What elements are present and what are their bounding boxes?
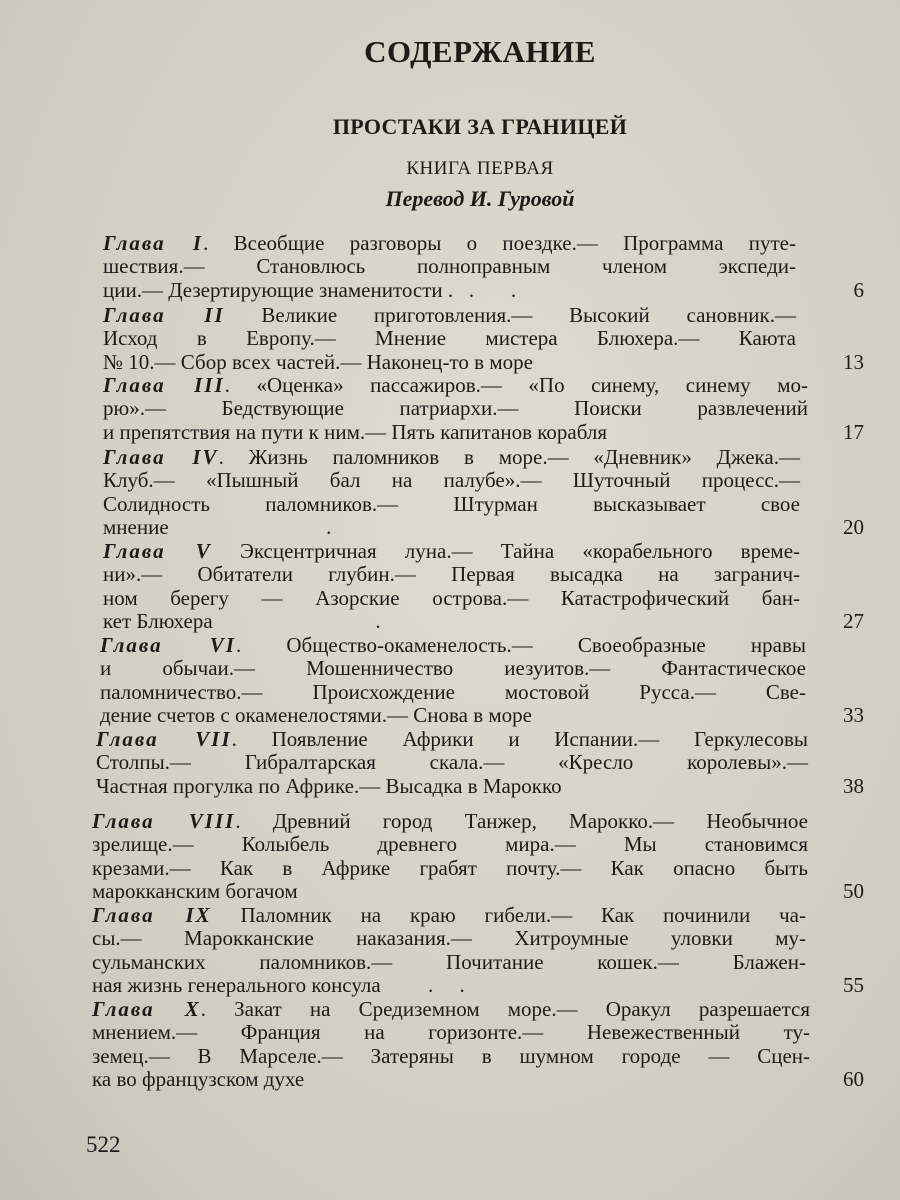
toc-page-number: 50 bbox=[843, 878, 864, 903]
chapter-number: Глава IX bbox=[92, 903, 212, 927]
toc-line bbox=[103, 516, 800, 539]
toc-text: мнением.— Франция на горизонте.— Невежественный ту- bbox=[92, 1020, 810, 1045]
chapter-number: Глава III bbox=[103, 373, 225, 397]
toc-line bbox=[103, 446, 800, 469]
chapter-number: Глава IV bbox=[103, 445, 219, 469]
toc-text: ции.— Дезертирующие знаменитости . . . bbox=[103, 277, 517, 302]
toc-entry bbox=[103, 374, 808, 444]
toc-entry bbox=[92, 998, 810, 1091]
toc-entry bbox=[92, 810, 808, 903]
toc-line bbox=[103, 563, 800, 586]
page-title: СОДЕРЖАНИЕ bbox=[364, 34, 596, 69]
chapter-number: Глава I bbox=[103, 231, 204, 255]
chapter-number: Глава VIII bbox=[92, 809, 236, 833]
toc-text: кет Блюхера . bbox=[103, 608, 381, 633]
toc-text: и обычаи.— Мошенничество иезуитов.— Фантастическое bbox=[100, 656, 806, 681]
toc-text: зрелище.— Колыбель древнего мира.— Мы становимся bbox=[92, 832, 808, 857]
toc-text: сы.— Марокканские наказания.— Хитроумные уловки му- bbox=[92, 926, 806, 951]
toc-line bbox=[96, 751, 808, 774]
toc-text: Клуб.— «Пышный бал на палубе».— Шуточный процесс.— bbox=[103, 468, 800, 493]
toc-text: . Общество-окаменелость.— Своеобразные нравы bbox=[235, 633, 806, 657]
chapter-number: Глава VII bbox=[96, 727, 232, 751]
toc-page-number: 17 bbox=[843, 419, 864, 444]
toc-entry bbox=[103, 304, 796, 374]
toc-text: № 10.— Сбор всех частей.— Наконец-то в море bbox=[103, 349, 533, 374]
toc-text: ная жизнь генерального консула . . bbox=[92, 972, 465, 997]
toc-page-number: 13 bbox=[843, 349, 864, 374]
toc-page-number: 38 bbox=[843, 773, 864, 798]
toc-text: и препятствия на пути к ним.— Пять капитанов корабля bbox=[103, 419, 608, 444]
chapter-number: Глава II bbox=[103, 303, 225, 327]
toc-entry bbox=[96, 728, 808, 798]
toc-text: шествия.— Становлюсь полноправным членом экспеди- bbox=[103, 254, 796, 279]
toc-line bbox=[103, 587, 800, 610]
toc-text: . «Оценка» пассажиров.— «По синему, синему мо- bbox=[224, 373, 808, 397]
toc-entry bbox=[103, 446, 800, 539]
toc-text: . Появление Африки и Испании.— Геркулесовы bbox=[231, 727, 808, 751]
chapter-number: Глава VI bbox=[100, 633, 236, 657]
page-number: 522 bbox=[86, 1132, 121, 1157]
toc-line bbox=[103, 397, 808, 420]
toc-page-number: 55 bbox=[843, 972, 864, 997]
toc-text: Эксцентричная луна.— Тайна «корабельного време- bbox=[211, 539, 801, 563]
toc-page-number: 33 bbox=[843, 702, 864, 727]
toc-line bbox=[103, 232, 796, 255]
toc-text: сульманских паломников.— Почитание кошек.— Блажен- bbox=[92, 949, 806, 974]
toc-text: дение счетов с окаменелостями.— Снова в море bbox=[100, 702, 532, 727]
toc-text: Великие приготовления.— Высокий сановник.— bbox=[224, 303, 796, 327]
toc-line bbox=[92, 927, 806, 950]
toc-entry bbox=[103, 232, 796, 302]
toc-text: марокканским богачом bbox=[92, 878, 298, 903]
toc-line bbox=[103, 255, 796, 278]
toc-page-number: 60 bbox=[843, 1066, 864, 1091]
toc-line bbox=[100, 657, 806, 680]
toc-text: крезами.— Как в Африке грабят почту.— Как опасно быть bbox=[92, 855, 808, 880]
toc-text: Исход в Европу.— Мнение мистера Блюхера.— Каюта bbox=[103, 326, 796, 351]
toc-line bbox=[103, 421, 808, 444]
work-title: ПРОСТАКИ ЗА ГРАНИЦЕЙ bbox=[332, 114, 628, 139]
chapter-number: Глава V bbox=[103, 539, 212, 563]
toc-text: мнение . bbox=[103, 514, 332, 539]
toc-line bbox=[92, 1068, 810, 1091]
chapter-number: Глава X bbox=[92, 997, 201, 1021]
toc-line bbox=[92, 951, 806, 974]
toc-text: Столпы.— Гибралтарская скала.— «Кресло королевы».— bbox=[96, 750, 808, 775]
toc-text: Солидность паломников.— Штурман высказывает свое bbox=[103, 491, 800, 516]
toc-text: . Жизнь паломников в море.— «Дневник» Джека.— bbox=[218, 445, 800, 469]
toc-line bbox=[96, 728, 808, 751]
toc-text: . Закат на Средиземном море.— Оракул разрешается bbox=[200, 997, 811, 1021]
toc-line bbox=[103, 304, 796, 327]
toc-line bbox=[100, 704, 806, 727]
toc-text: ка во французском духе bbox=[92, 1066, 305, 1091]
toc-line bbox=[92, 974, 806, 997]
toc-line bbox=[103, 327, 796, 350]
toc-line bbox=[96, 775, 808, 798]
toc-entry bbox=[103, 540, 800, 633]
toc-line bbox=[92, 904, 806, 927]
toc-line bbox=[103, 540, 800, 563]
toc-text: ни».— Обитатели глубин.— Первая высадка на загранич- bbox=[103, 562, 800, 587]
toc-line bbox=[92, 998, 810, 1021]
toc-entry bbox=[92, 904, 806, 997]
toc-text: . Всеобщие разговоры о поездке.— Программа путе- bbox=[203, 231, 796, 255]
toc-entry bbox=[100, 634, 806, 727]
toc-text: ном берегу — Азорские острова.— Катастрофический бан- bbox=[103, 585, 800, 610]
toc-line bbox=[103, 374, 808, 397]
book-label: КНИГА ПЕРВАЯ bbox=[406, 158, 554, 179]
toc-page-number: 20 bbox=[843, 514, 864, 539]
toc-page-number: 6 bbox=[853, 277, 864, 302]
toc-line bbox=[92, 1021, 810, 1044]
toc-text: Паломник на краю гибели.— Как починили ча- bbox=[211, 903, 806, 927]
toc-text: рю».— Бедствующие патриархи.— Поиски развлечений bbox=[103, 396, 808, 421]
toc-line bbox=[92, 880, 808, 903]
toc-line bbox=[103, 279, 796, 302]
toc-page-number: 27 bbox=[843, 608, 864, 633]
toc-line bbox=[103, 493, 800, 516]
translator-credit: Перевод И. Гуровой bbox=[385, 186, 575, 211]
toc-line bbox=[92, 833, 808, 856]
toc-line bbox=[103, 610, 800, 633]
toc-line bbox=[92, 857, 808, 880]
toc-text: . Древний город Танжер, Марокко.— Необычное bbox=[235, 809, 808, 833]
toc-text: земец.— В Марселе.— Затеряны в шумном городе — Сцен- bbox=[92, 1043, 810, 1068]
toc-line bbox=[92, 810, 808, 833]
toc-text: паломничество.— Происхождение мостовой Русса.— Све- bbox=[100, 679, 806, 704]
toc-line bbox=[100, 634, 806, 657]
toc-line bbox=[103, 469, 800, 492]
toc-line bbox=[92, 1045, 810, 1068]
toc-line bbox=[103, 351, 796, 374]
toc-line bbox=[100, 681, 806, 704]
toc-text: Частная прогулка по Африке.— Высадка в Марокко bbox=[96, 773, 562, 798]
